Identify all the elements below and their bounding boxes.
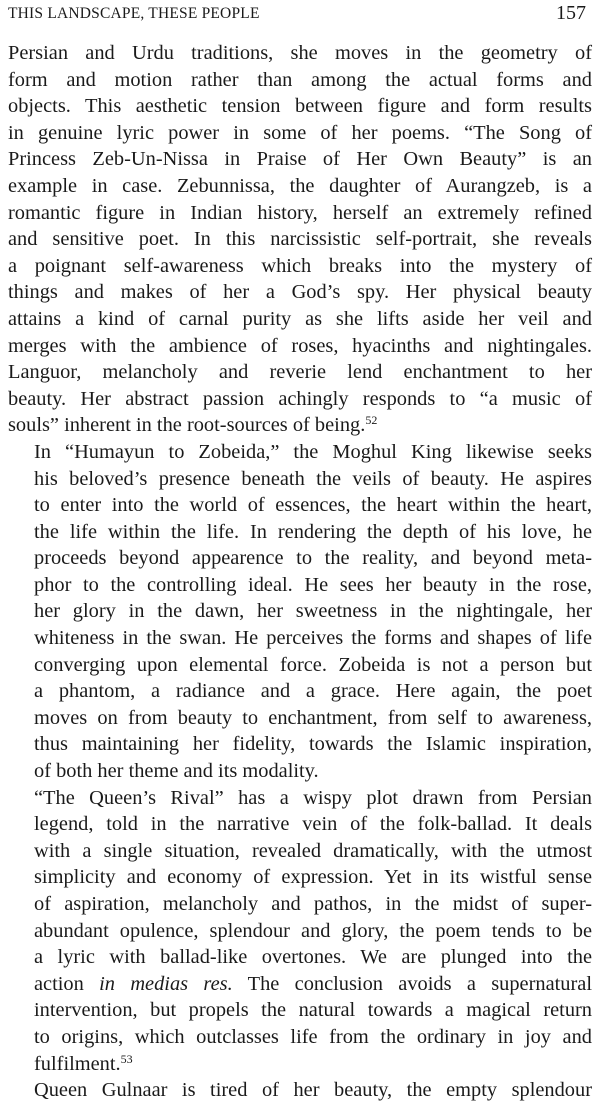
text-line: his beloved’s presence beneath the veils of beauty. He aspires	[34, 467, 592, 490]
text-line: beauty. Her abstract passion achingly responds to “a music of	[8, 387, 592, 410]
text-line: objects. This aesthetic tension between figure and form results	[8, 95, 592, 118]
text-line: form and motion rather than among the actual forms and	[8, 68, 592, 91]
paragraph-1	[8, 40, 592, 439]
text-line: things and makes of her a God’s spy. Her physical beauty	[8, 281, 592, 304]
text-line: simplicity and economy of expression. Yet in its wistful sense	[34, 866, 592, 889]
text-line: whiteness in the swan. He perceives the forms and shapes of life	[34, 627, 592, 650]
paragraph-2	[8, 439, 592, 785]
text-segment: The conclusion avoids a supernatural	[232, 972, 592, 995]
body-text	[8, 40, 592, 1104]
text-line: intervention, but propels the natural towards a magical return	[34, 999, 592, 1022]
text-line: Persian and Urdu traditions, she moves in the geometry of	[8, 42, 592, 64]
text-line: proceeds beyond appearence to the reality, and beyond meta-	[34, 547, 592, 570]
text-line-last	[8, 412, 592, 439]
text-line-content: fulfilment.	[34, 1052, 121, 1075]
text-line: legend, told in the narrative vein of the folk-ballad. It deals	[34, 813, 592, 836]
text-line: to origins, which outclasses life from the ordinary in joy and	[34, 1025, 592, 1048]
text-line-last	[8, 1051, 592, 1078]
running-head	[8, 2, 592, 24]
text-line: converging upon elemental force. Zobeida is not a person but	[34, 653, 592, 676]
text-line: a phantom, a radiance and a grace. Here again, the poet	[34, 680, 592, 703]
paragraph-3	[8, 785, 592, 1078]
text-line: thus maintaining her fidelity, towards the Islamic inspiration,	[34, 733, 592, 756]
text-line: Princess Zeb-Un-Nissa in Praise of Her Own Beauty” is an	[8, 148, 592, 171]
footnote-ref-53: 53	[120, 1051, 133, 1066]
text-line: moves on from beauty to enchantment, from self to awareness,	[34, 706, 592, 729]
text-line: her glory in the dawn, her sweetness in the nightingale, her	[34, 600, 592, 623]
footnote-ref-52: 52	[365, 413, 378, 428]
page-number: 157	[556, 2, 586, 24]
text-line: Queen Gulnaar is tired of her beauty, the empty splendour	[34, 1079, 592, 1102]
italic-phrase: in medias res.	[99, 972, 233, 995]
text-line: In “Humayun to Zobeida,” the Moghul King likewise seeks	[34, 440, 592, 463]
text-segment: action	[34, 972, 100, 995]
text-line: example in case. Zebunnissa, the daughter of Aurangzeb, is a	[8, 174, 592, 197]
text-line-last: of both her theme and its modality.	[34, 760, 319, 783]
text-line: attains a kind of carnal purity as she lifts aside her veil and	[8, 307, 592, 330]
text-line: abundant opulence, splendour and glory, the poem tends to be	[34, 919, 592, 942]
text-line: and sensitive poet. In this narcissistic self-portrait, she reveals	[8, 228, 592, 251]
text-line-content: souls” inherent in the root-sources of being.	[8, 414, 366, 437]
text-line: with a single situation, revealed dramatically, with the utmost	[34, 839, 592, 862]
text-line: in genuine lyric power in some of her poems. “The Song of	[8, 121, 592, 144]
text-line: Languor, melancholy and reverie lend enchantment to her	[8, 361, 592, 384]
text-line: a poignant self-awareness which breaks into the mystery of	[8, 254, 592, 277]
text-line: a lyric with ballad-like overtones. We are plunged into the	[34, 946, 592, 969]
text-line-with-italic	[8, 971, 592, 998]
text-line: of aspiration, melancholy and pathos, in the midst of super-	[34, 893, 592, 915]
text-line: to enter into the world of essences, the heart within the heart,	[34, 494, 592, 517]
text-line: the life within the life. In rendering the depth of his love, he	[34, 520, 592, 543]
paragraph-4	[8, 1077, 592, 1104]
running-title: THIS LANDSCAPE, THESE PEOPLE	[8, 5, 260, 22]
text-line: merges with the ambience of roses, hyacinths and nightingales.	[8, 334, 592, 357]
text-line: phor to the controlling ideal. He sees her beauty in the rose,	[34, 573, 592, 596]
text-line: romantic figure in Indian history, herself an extremely refined	[8, 201, 592, 224]
text-line: “The Queen’s Rival” has a wispy plot drawn from Persian	[34, 786, 592, 809]
